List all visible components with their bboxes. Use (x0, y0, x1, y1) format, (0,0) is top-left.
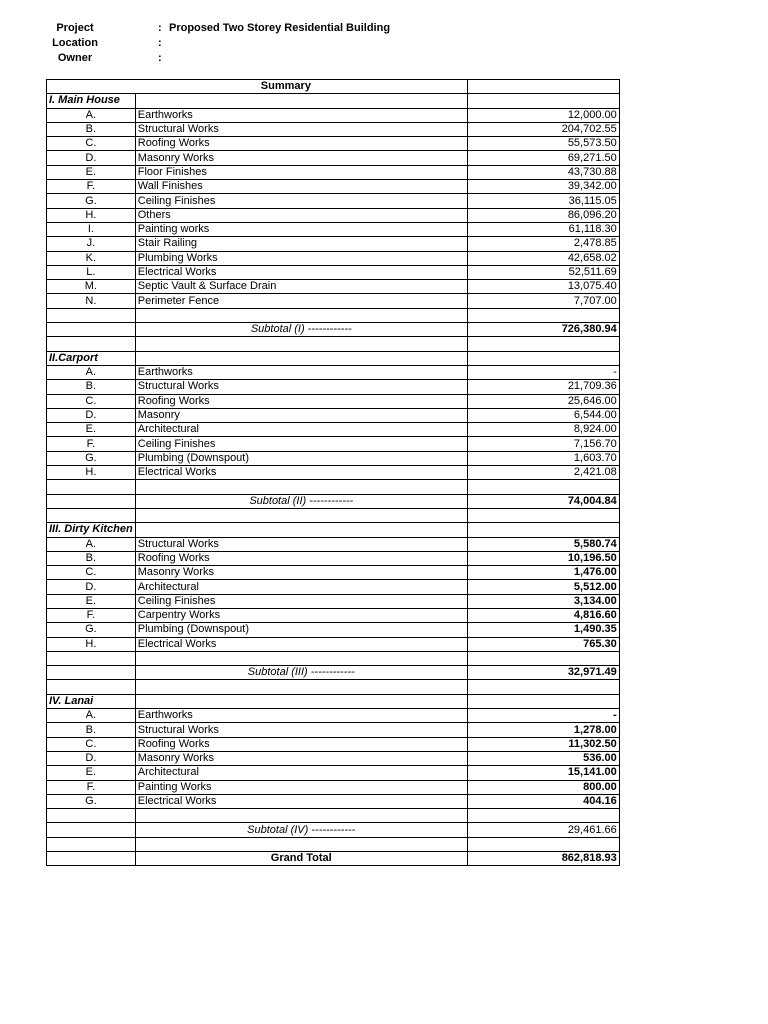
table-row (47, 394, 620, 408)
empty-cell (47, 852, 136, 866)
item-name: Structural Works (135, 122, 467, 136)
item-name: Painting Works (135, 780, 467, 794)
table-row (47, 637, 620, 651)
table-row (47, 566, 620, 580)
table-row (47, 208, 620, 222)
item-name: Others (135, 208, 467, 222)
subtotal-value: 74,004.84 (467, 494, 619, 508)
item-name: Architectural (135, 580, 467, 594)
table-row (47, 723, 620, 737)
subtotal-label: Subtotal (IV) ------------ (135, 823, 467, 837)
item-amount: 52,511.69 (467, 265, 619, 279)
item-amount: - (467, 709, 619, 723)
item-amount: 1,603.70 (467, 451, 619, 465)
item-amount: 43,730.88 (467, 165, 619, 179)
item-letter: K. (47, 251, 136, 265)
item-letter: D. (47, 408, 136, 422)
empty-row (47, 680, 620, 694)
item-letter: E. (47, 766, 136, 780)
item-name: Carpentry Works (135, 608, 467, 622)
empty-cell (47, 323, 136, 337)
section-header-row (47, 351, 620, 365)
empty-cell (467, 680, 619, 694)
subtotal-row (47, 823, 620, 837)
item-name: Electrical Works (135, 794, 467, 808)
table-row (47, 180, 620, 194)
item-amount: 7,156.70 (467, 437, 619, 451)
item-name: Electrical Works (135, 637, 467, 651)
empty-cell (467, 351, 619, 365)
table-row (47, 222, 620, 236)
item-letter: A. (47, 537, 136, 551)
item-letter: D. (47, 580, 136, 594)
item-name: Electrical Works (135, 466, 467, 480)
item-letter: G. (47, 451, 136, 465)
item-letter: G. (47, 794, 136, 808)
empty-cell (47, 508, 136, 522)
empty-cell (47, 680, 136, 694)
item-letter: A. (47, 365, 136, 379)
item-amount: 765.30 (467, 637, 619, 651)
item-letter: F. (47, 780, 136, 794)
project-label: Project (56, 22, 94, 34)
table-row (47, 594, 620, 608)
item-letter: A. (47, 108, 136, 122)
item-amount: 86,096.20 (467, 208, 619, 222)
subtotal-row (47, 494, 620, 508)
owner-colon: : (158, 52, 162, 64)
item-name: Structural Works (135, 537, 467, 551)
empty-row (47, 651, 620, 665)
summary-table-body (47, 80, 620, 866)
item-amount: 3,134.00 (467, 594, 619, 608)
grand-total-label: Grand Total (135, 852, 467, 866)
item-name: Roofing Works (135, 737, 467, 751)
item-letter: H. (47, 466, 136, 480)
item-letter: A. (47, 709, 136, 723)
item-amount: 11,302.50 (467, 737, 619, 751)
table-row (47, 794, 620, 808)
item-amount: 21,709.36 (467, 380, 619, 394)
item-letter: D. (47, 751, 136, 765)
section-title: I. Main House (47, 94, 136, 108)
item-amount: 204,702.55 (467, 122, 619, 136)
item-name: Structural Works (135, 380, 467, 394)
table-row (47, 608, 620, 622)
item-letter: G. (47, 623, 136, 637)
table-row (47, 709, 620, 723)
empty-cell (135, 651, 467, 665)
item-name: Plumbing (Downspout) (135, 451, 467, 465)
item-amount: 4,816.60 (467, 608, 619, 622)
item-amount: 8,924.00 (467, 423, 619, 437)
item-amount: 5,512.00 (467, 580, 619, 594)
table-row (47, 380, 620, 394)
empty-cell (47, 337, 136, 351)
subtotal-row (47, 666, 620, 680)
location-colon: : (158, 37, 162, 49)
item-amount: 36,115.05 (467, 194, 619, 208)
item-letter: B. (47, 122, 136, 136)
item-letter: F. (47, 437, 136, 451)
empty-cell (135, 694, 467, 708)
item-name: Ceiling Finishes (135, 194, 467, 208)
item-amount: 6,544.00 (467, 408, 619, 422)
table-row (47, 623, 620, 637)
item-name: Plumbing (Downspout) (135, 623, 467, 637)
table-row (47, 108, 620, 122)
item-name: Earthworks (135, 709, 467, 723)
table-row (47, 122, 620, 136)
item-name: Earthworks (135, 365, 467, 379)
item-amount: 10,196.50 (467, 551, 619, 565)
table-row (47, 251, 620, 265)
empty-cell (135, 94, 467, 108)
table-row (47, 294, 620, 308)
item-name: Masonry (135, 408, 467, 422)
item-name: Structural Works (135, 723, 467, 737)
item-letter: E. (47, 165, 136, 179)
item-amount: 2,421.08 (467, 466, 619, 480)
empty-row (47, 308, 620, 322)
empty-cell (467, 308, 619, 322)
table-row (47, 165, 620, 179)
item-name: Architectural (135, 766, 467, 780)
empty-cell (135, 308, 467, 322)
item-letter: C. (47, 566, 136, 580)
item-name: Ceiling Finishes (135, 594, 467, 608)
empty-cell (135, 837, 467, 851)
item-letter: B. (47, 380, 136, 394)
item-amount: 13,075.40 (467, 280, 619, 294)
item-name: Stair Railing (135, 237, 467, 251)
table-row (47, 451, 620, 465)
empty-cell (47, 308, 136, 322)
item-name: Masonry Works (135, 566, 467, 580)
table-row (47, 194, 620, 208)
item-name: Masonry Works (135, 751, 467, 765)
table-row (47, 265, 620, 279)
item-amount: 55,573.50 (467, 137, 619, 151)
empty-cell (47, 837, 136, 851)
project-value: Proposed Two Storey Residential Building (169, 22, 391, 34)
item-amount: 42,658.02 (467, 251, 619, 265)
item-letter: C. (47, 137, 136, 151)
empty-cell (135, 337, 467, 351)
section-header-row (47, 94, 620, 108)
item-name: Roofing Works (135, 137, 467, 151)
empty-cell (467, 80, 619, 94)
section-header-row (47, 694, 620, 708)
subtotal-value: 29,461.66 (467, 823, 619, 837)
item-amount: 1,278.00 (467, 723, 619, 737)
item-name: Earthworks (135, 108, 467, 122)
subtotal-value: 726,380.94 (467, 323, 619, 337)
owner-label: Owner (57, 52, 93, 64)
empty-cell (467, 809, 619, 823)
empty-cell (135, 480, 467, 494)
empty-cell (135, 351, 467, 365)
section-header-row (47, 523, 620, 537)
item-amount: - (467, 365, 619, 379)
item-amount: 39,342.00 (467, 180, 619, 194)
table-row (47, 551, 620, 565)
item-name: Perimeter Fence (135, 294, 467, 308)
summary-title-row (47, 80, 620, 94)
item-letter: J. (47, 237, 136, 251)
empty-cell (467, 94, 619, 108)
item-amount: 1,476.00 (467, 566, 619, 580)
item-letter: G. (47, 194, 136, 208)
table-row (47, 751, 620, 765)
item-amount: 1,490.35 (467, 623, 619, 637)
table-row (47, 537, 620, 551)
table-row (47, 423, 620, 437)
empty-row (47, 837, 620, 851)
item-amount: 2,478.85 (467, 237, 619, 251)
item-letter: B. (47, 551, 136, 565)
table-row (47, 580, 620, 594)
table-row (47, 437, 620, 451)
item-letter: C. (47, 394, 136, 408)
item-letter: N. (47, 294, 136, 308)
table-row (47, 151, 620, 165)
empty-cell (47, 651, 136, 665)
table-row (47, 365, 620, 379)
subtotal-label: Subtotal (III) ------------ (135, 666, 467, 680)
table-row (47, 780, 620, 794)
item-amount: 5,580.74 (467, 537, 619, 551)
section-title: III. Dirty Kitchen (47, 523, 136, 537)
item-letter: D. (47, 151, 136, 165)
item-letter: C. (47, 737, 136, 751)
item-name: Floor Finishes (135, 165, 467, 179)
item-amount: 69,271.50 (467, 151, 619, 165)
item-letter: M. (47, 280, 136, 294)
empty-row (47, 508, 620, 522)
item-name: Roofing Works (135, 551, 467, 565)
item-letter: I. (47, 222, 136, 236)
item-amount: 536.00 (467, 751, 619, 765)
empty-cell (467, 694, 619, 708)
table-row (47, 137, 620, 151)
empty-cell (47, 809, 136, 823)
empty-row (47, 809, 620, 823)
item-letter: F. (47, 180, 136, 194)
table-row (47, 466, 620, 480)
summary-title: Summary (47, 80, 468, 94)
item-letter: E. (47, 594, 136, 608)
empty-cell (47, 823, 136, 837)
item-letter: H. (47, 208, 136, 222)
empty-cell (467, 508, 619, 522)
item-letter: B. (47, 723, 136, 737)
item-name: Electrical Works (135, 265, 467, 279)
table-row (47, 237, 620, 251)
empty-cell (467, 523, 619, 537)
empty-cell (135, 523, 467, 537)
empty-cell (467, 837, 619, 851)
table-row (47, 408, 620, 422)
empty-row (47, 337, 620, 351)
item-name: Plumbing Works (135, 251, 467, 265)
grand-total-value: 862,818.93 (467, 852, 619, 866)
item-name: Septic Vault & Surface Drain (135, 280, 467, 294)
item-name: Masonry Works (135, 151, 467, 165)
section-title: II.Carport (47, 351, 136, 365)
location-label: Location (52, 37, 98, 49)
empty-cell (135, 680, 467, 694)
empty-cell (135, 809, 467, 823)
grand-total-row (47, 852, 620, 866)
item-amount: 61,118.30 (467, 222, 619, 236)
table-row (47, 766, 620, 780)
item-letter: E. (47, 423, 136, 437)
empty-cell (467, 480, 619, 494)
item-name: Roofing Works (135, 394, 467, 408)
item-name: Ceiling Finishes (135, 437, 467, 451)
project-colon: : (158, 22, 162, 34)
empty-cell (135, 508, 467, 522)
subtotal-row (47, 323, 620, 337)
section-title: IV. Lanai (47, 694, 136, 708)
subtotal-value: 32,971.49 (467, 666, 619, 680)
item-letter: L. (47, 265, 136, 279)
item-amount: 12,000.00 (467, 108, 619, 122)
item-letter: F. (47, 608, 136, 622)
empty-cell (47, 480, 136, 494)
empty-cell (47, 666, 136, 680)
table-row (47, 280, 620, 294)
item-name: Architectural (135, 423, 467, 437)
empty-cell (467, 337, 619, 351)
item-letter: H. (47, 637, 136, 651)
item-name: Painting works (135, 222, 467, 236)
summary-table (46, 79, 620, 866)
item-name: Wall Finishes (135, 180, 467, 194)
subtotal-label: Subtotal (I) ------------ (135, 323, 467, 337)
subtotal-label: Subtotal (II) ------------ (135, 494, 467, 508)
item-amount: 7,707.00 (467, 294, 619, 308)
item-amount: 800.00 (467, 780, 619, 794)
item-amount: 404.16 (467, 794, 619, 808)
item-amount: 25,646.00 (467, 394, 619, 408)
item-amount: 15,141.00 (467, 766, 619, 780)
empty-cell (47, 494, 136, 508)
table-row (47, 737, 620, 751)
empty-row (47, 480, 620, 494)
empty-cell (467, 651, 619, 665)
